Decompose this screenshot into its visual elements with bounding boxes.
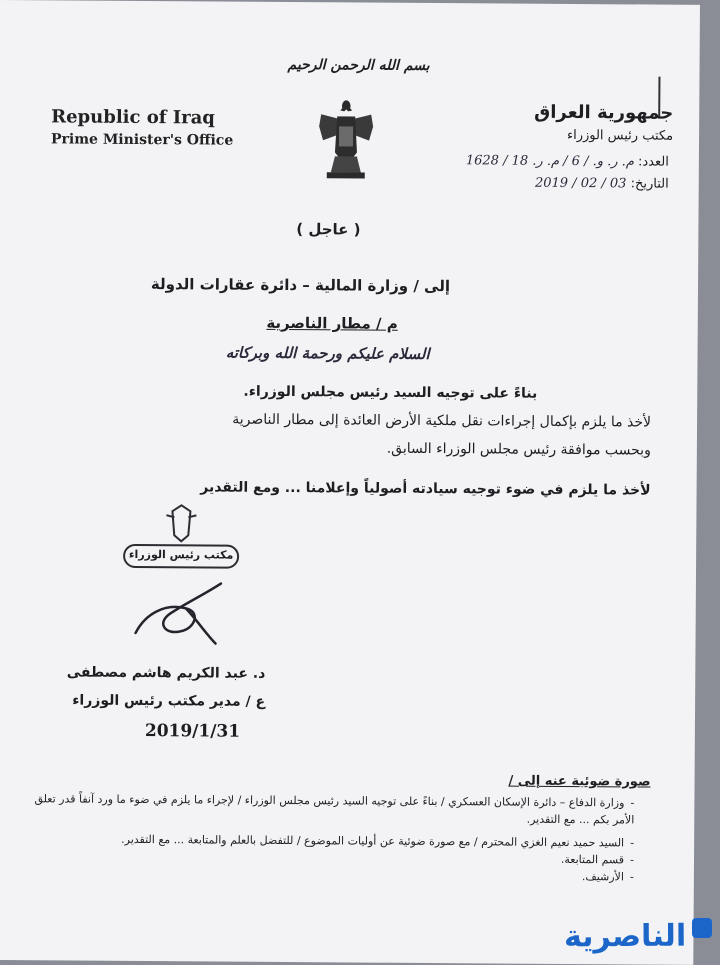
signatory-title: ع / مدير مكتب رئيس الوزراء — [72, 693, 265, 710]
margin-mark — [658, 77, 660, 117]
cc-item: -السيد حميد نعيم الغزي المحترم / مع صورة ضوئية عن أوليات الموضوع / للتفضل بالعلم والمتابعة ... مع التقدير. — [14, 830, 634, 851]
signature-date: 2019/1/31 — [145, 721, 240, 742]
stamp-text: مكتب رئيس الوزراء — [128, 548, 234, 562]
date-value: 03 / 02 / 2019 — [535, 176, 627, 192]
number-label: العدد: — [638, 154, 669, 169]
header-en-country: Republic of Iraq — [51, 106, 215, 128]
body-paragraph-4: لأخذ ما يلزم في ضوء توجيه سيادته أصولياً وإعلامنا ... ومع التقدير — [200, 479, 650, 498]
office-stamp — [122, 501, 240, 572]
cc-heading: صورة ضوئية عنه إلى / — [508, 774, 650, 790]
subject-line: م / مطار الناصرية — [266, 314, 398, 333]
handwritten-signature — [125, 573, 236, 654]
greeting-line: السلام عليكم ورحمة الله وبركاته — [226, 344, 430, 363]
signatory-name: د. عبد الكريم هاشم مصطفى — [67, 664, 266, 681]
header-ar-country: جمهورية العراق — [534, 102, 673, 124]
date-label: التاريخ: — [631, 176, 669, 191]
document-date-line — [535, 176, 669, 192]
document-number-line — [466, 153, 669, 169]
body-paragraph-2: لأخذ ما يلزم بإكمال إجراءات نقل ملكية الأرض العائدة إلى مطار الناصرية — [232, 412, 651, 431]
cc-item: -قسم المتابعة. — [14, 847, 634, 868]
number-value: م. ر. و. / 6 / م. ر. 18 / 1628 — [466, 153, 634, 169]
basmala-calligraphy: بسم الله الرحمن الرحيم — [289, 57, 429, 74]
body-paragraph-3: وبحسب موافقة رئيس مجلس الوزراء السابق. — [387, 441, 651, 459]
recipient-line: إلى / وزارة المالية – دائرة عقارات الدولة — [151, 275, 450, 295]
body-paragraph-1: بناءً على توجيه السيد رئيس مجلس الوزراء. — [243, 384, 537, 402]
eagle-emblem-icon — [313, 96, 380, 186]
cc-item: -وزارة الدفاع – دائرة الإسكان العسكري / بناءً على توجيه السيد رئيس مجلس الوزراء / لإجراء ما يلزم في ضوء ما ورد آنفاً قدر تعلق الأمر بكم ... مع التقدير. — [14, 790, 634, 828]
watermark-logo-icon — [692, 918, 712, 938]
header-ar-office: مكتب رئيس الوزراء — [567, 128, 673, 144]
watermark-logo: الناصرية — [564, 919, 686, 955]
cc-list — [14, 790, 635, 885]
cc-item: -الأرشيف. — [14, 864, 634, 885]
urgent-label: ( عاجل ) — [278, 220, 378, 239]
header-en-office: Prime Minister's Office — [51, 131, 233, 148]
